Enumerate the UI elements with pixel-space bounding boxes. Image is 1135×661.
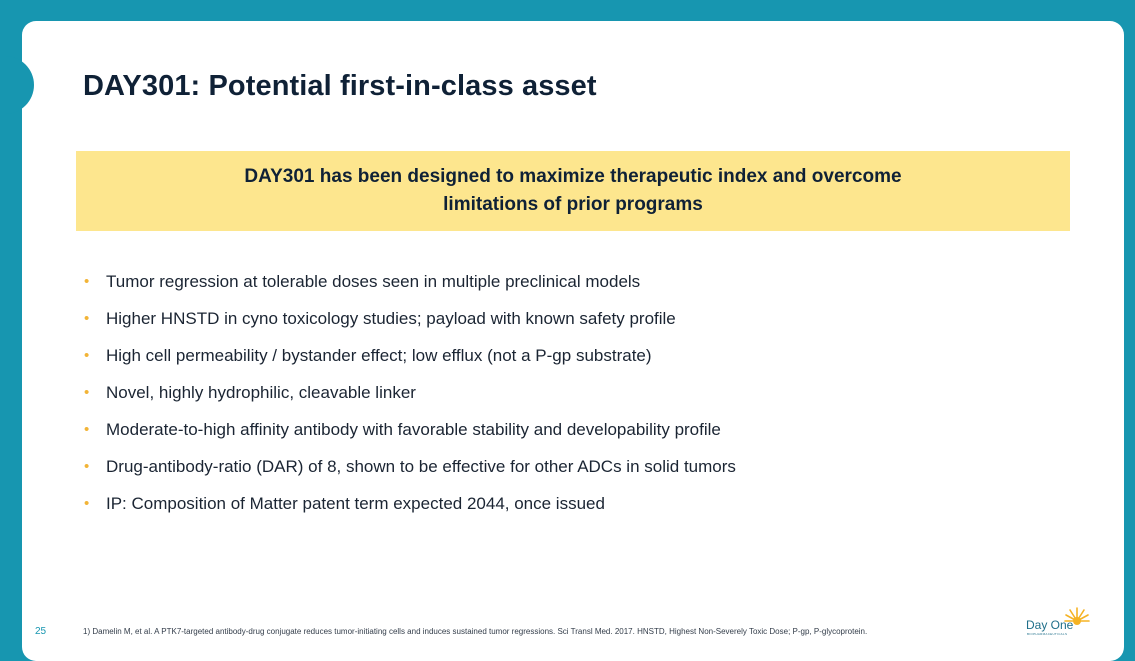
bullet-text: High cell permeability / bystander effect; low efflux (not a P-gp substrate) bbox=[106, 345, 652, 365]
callout-line-2: limitations of prior programs bbox=[443, 194, 703, 215]
bullet-text: Drug-antibody-ratio (DAR) of 8, shown to be effective for other ADCs in solid tumors bbox=[106, 456, 736, 476]
logo-subtitle: BIOPHARMACEUTICALS bbox=[1027, 632, 1068, 636]
bullet-dot-icon: • bbox=[84, 421, 90, 438]
bullet-dot-icon: • bbox=[84, 384, 90, 401]
bullet-item bbox=[84, 263, 736, 300]
callout-line-1: DAY301 has been designed to maximize therapeutic index and overcome bbox=[244, 166, 902, 187]
bullet-item bbox=[84, 374, 736, 411]
bullet-dot-icon: • bbox=[84, 458, 90, 475]
bullet-dot-icon: • bbox=[84, 310, 90, 327]
logo-name: Day One bbox=[1026, 618, 1074, 632]
bullet-item bbox=[84, 411, 736, 448]
callout-box bbox=[76, 151, 1070, 231]
bullet-text: Moderate-to-high affinity antibody with favorable stability and developability profile bbox=[106, 419, 721, 439]
bullet-dot-icon: • bbox=[84, 273, 90, 290]
bullet-item bbox=[84, 448, 736, 485]
day-one-logo bbox=[1024, 606, 1094, 638]
bullet-dot-icon: • bbox=[84, 347, 90, 364]
page-number: 25 bbox=[35, 626, 47, 637]
bullet-item bbox=[84, 485, 736, 522]
bullet-text: Tumor regression at tolerable doses seen in multiple preclinical models bbox=[106, 271, 641, 291]
bullet-item bbox=[84, 300, 736, 337]
bullet-text: Novel, highly hydrophilic, cleavable linker bbox=[106, 382, 416, 402]
bullet-dot-icon: • bbox=[84, 495, 90, 512]
bullet-text: IP: Composition of Matter patent term expected 2044, once issued bbox=[106, 493, 605, 513]
bullet-text: Higher HNSTD in cyno toxicology studies; payload with known safety profile bbox=[106, 308, 676, 328]
footnote: 1) Damelin M, et al. A PTK7-targeted antibody-drug conjugate reduces tumor-initiating cells and induces sustained tumor regressions. Sci Transl Med. 2017. HNSTD, Highest Non-Severely Toxic Dose; P-gp, P-glycoprotein. bbox=[83, 627, 868, 636]
slide-title: DAY301: Potential first-in-class asset bbox=[83, 70, 597, 102]
bullet-item bbox=[84, 337, 736, 374]
bullet-list bbox=[84, 263, 736, 522]
